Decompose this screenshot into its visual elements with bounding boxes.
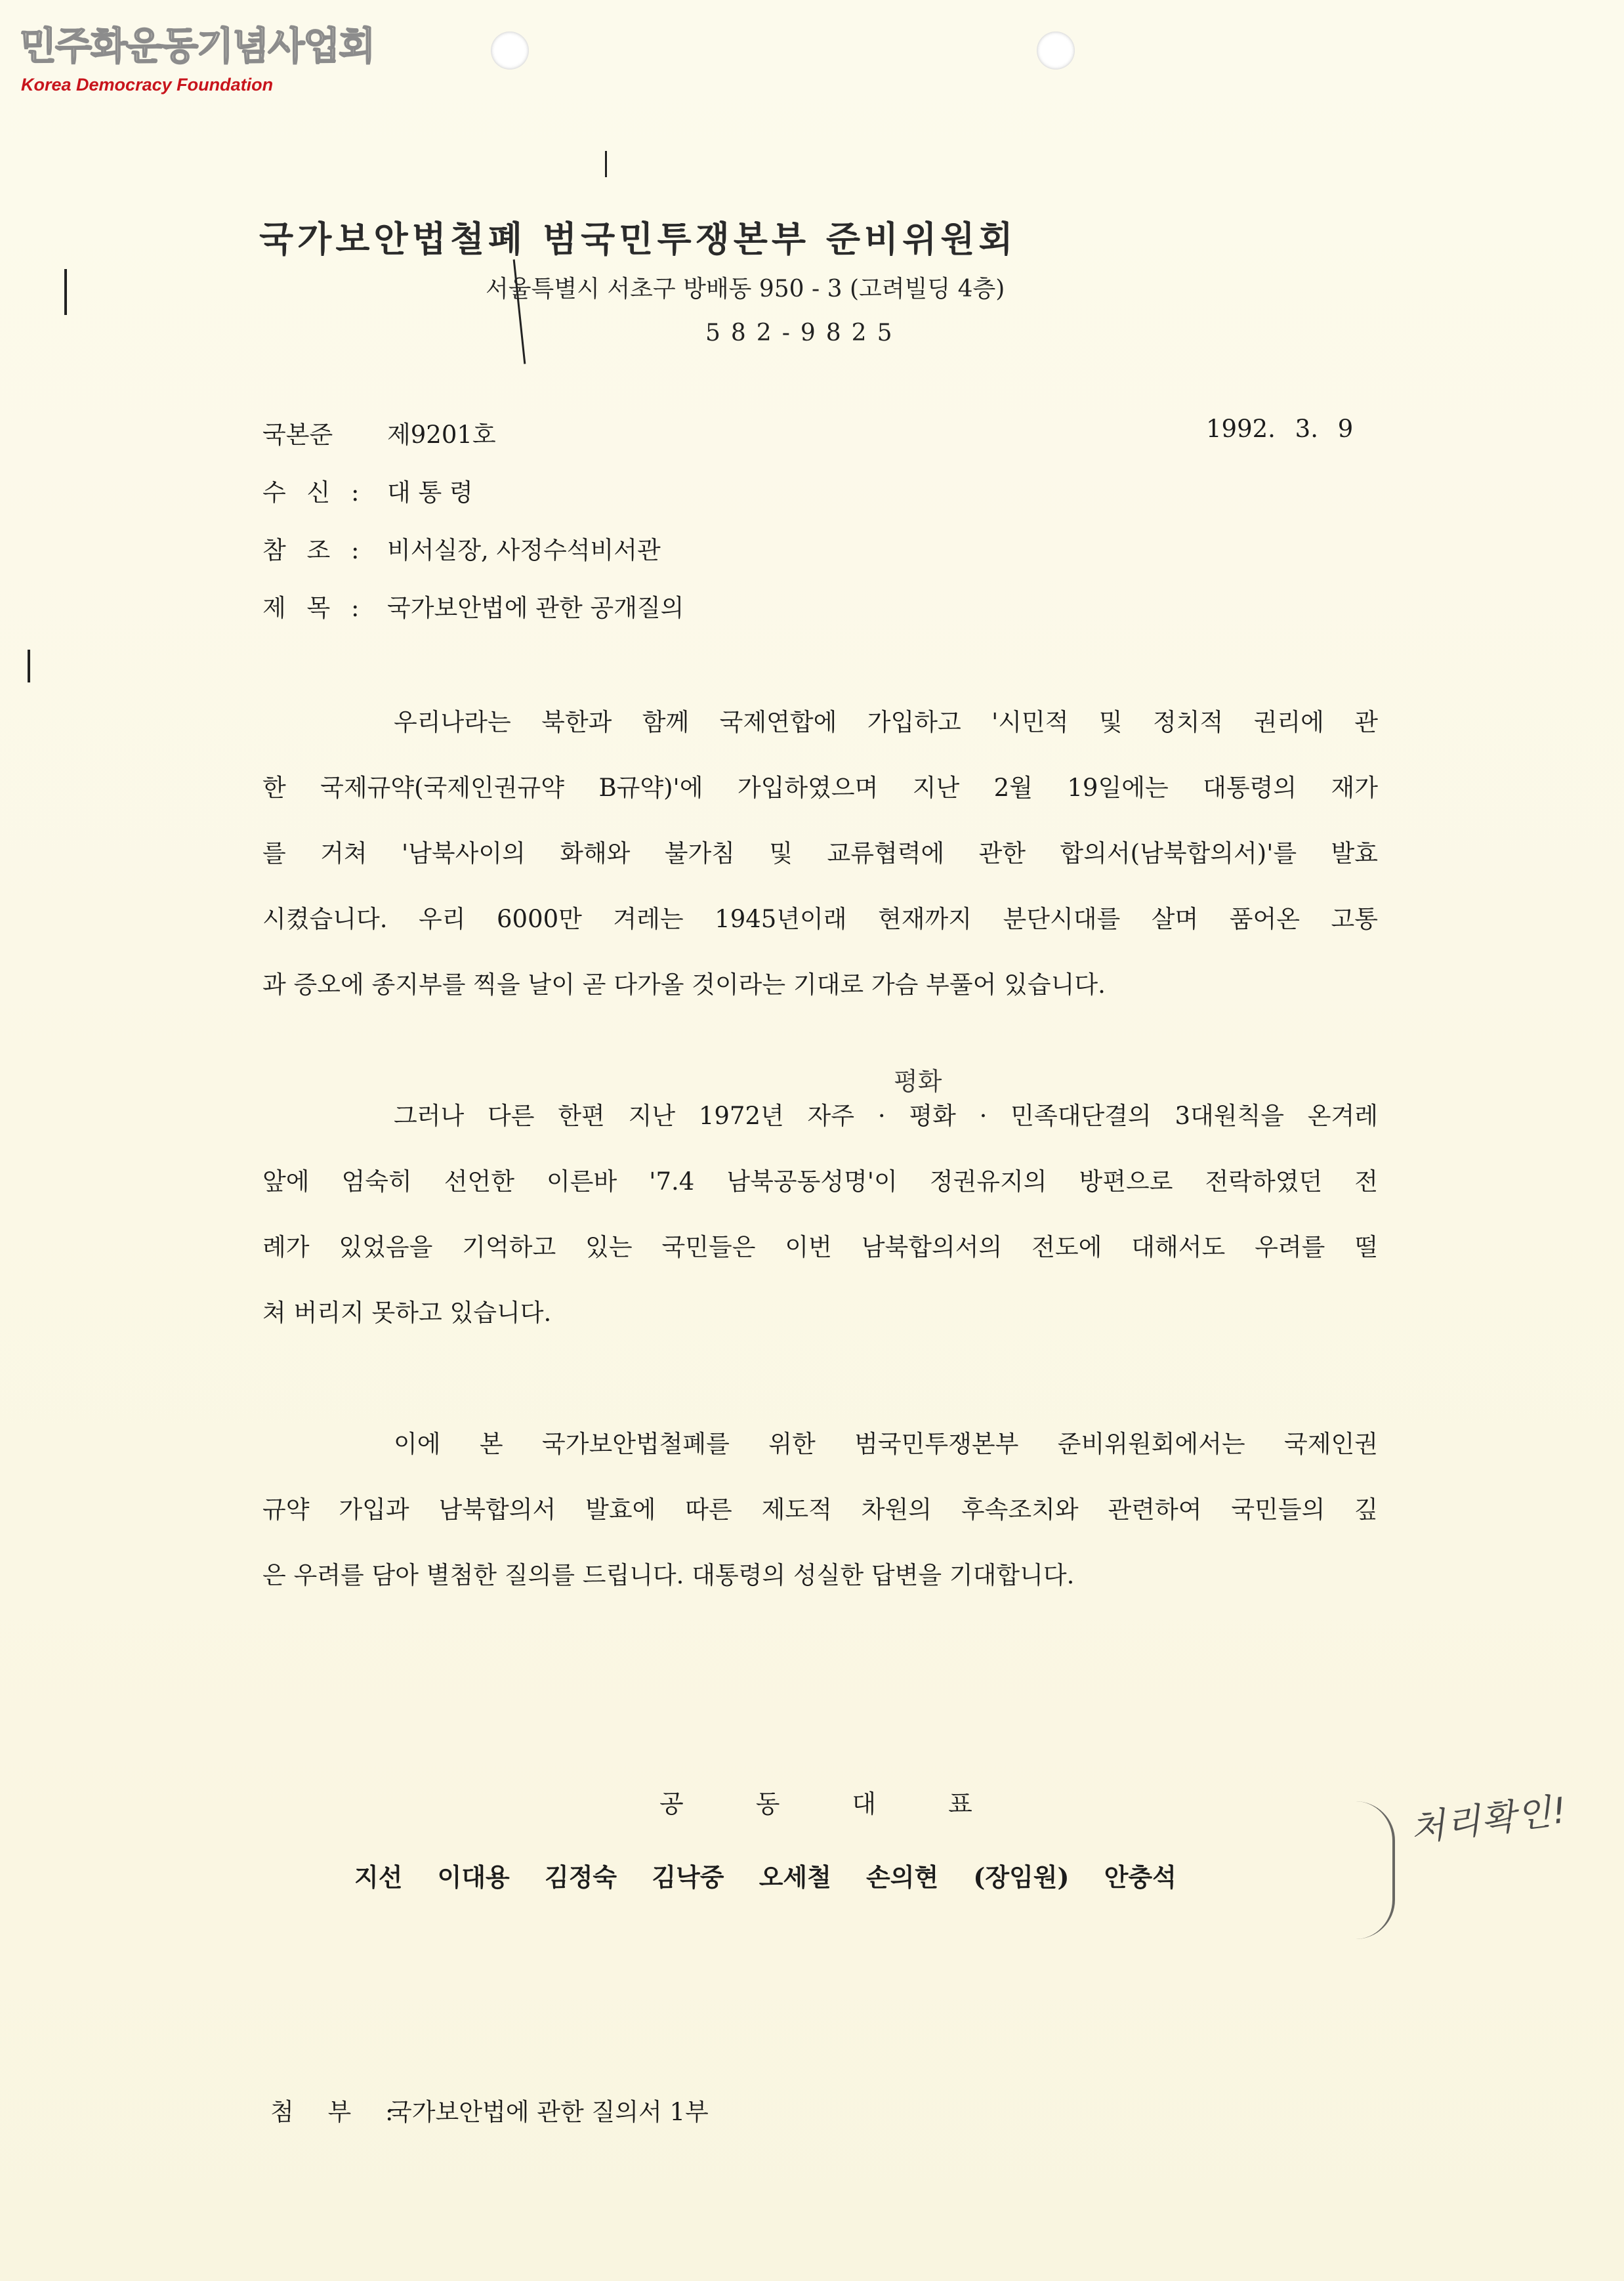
doc-number-value: 제9201호 [387, 421, 496, 449]
joint-representatives-names: 지선 이대용 김정숙 김낙중 오세철 손의현 (장임원) 안충석 [354, 1862, 1176, 1892]
paragraph-1-line: 한 국제규약(국제인권규약 B규약)'에 가입하였으며 지난 2월 19일에는 대통령의 재가 [262, 774, 1378, 802]
paragraph-1-line: 우리나라는 북한과 함께 국제연합에 가입하고 '시민적 및 정치적 권리에 관 [394, 708, 1378, 736]
handwritten-bracket [1353, 1801, 1395, 1939]
reference-value: 비서실장, 사정수석비서관 [387, 536, 661, 564]
paragraph-1-line: 시켰습니다. 우리 6000만 겨레는 1945년이래 현재까지 분단시대를 살며 품어온 고통 [262, 905, 1378, 933]
subject-label: 제 목 : [262, 594, 366, 622]
paragraph-2-line: 쳐 버리지 못하고 있습니다. [262, 1299, 552, 1327]
recipient-label: 수 신 : [262, 478, 366, 507]
attachment-label: 첨 부 : [270, 2098, 407, 2126]
handwritten-note: 처리확인! [1408, 1789, 1570, 1850]
document-date: 1992. 3. 9 [1206, 415, 1354, 443]
reference-row [262, 530, 661, 566]
recipient-value: 대 통 령 [387, 478, 473, 507]
foundation-logo-english: Korea Democracy Foundation [21, 75, 274, 94]
paragraph-2-line: 례가 있었음을 기억하고 있는 국민들은 이번 남북합의서의 전도에 대해서도 우려를 떨 [262, 1233, 1378, 1261]
paragraph-2-line: 그러나 다른 한편 지난 1972년 자주 · 평화 · 민족대단결의 3대원칙을 온겨레 [394, 1102, 1378, 1130]
doc-number [262, 415, 496, 450]
margin-mark [64, 269, 67, 315]
margin-mark [605, 151, 607, 177]
reference-label: 참 조 : [262, 536, 366, 564]
punch-hole-right [1037, 31, 1075, 70]
organization-title: 국가보안법철폐 범국민투쟁본부 준비위원회 [259, 219, 1017, 260]
margin-mark [28, 650, 30, 682]
attachment-text: 국가보안법에 관한 질의서 1부 [388, 2098, 709, 2126]
paragraph-1-line: 과 증오에 종지부를 찍을 날이 곧 다가올 것이라는 기대로 가슴 부풀어 있습니다. [262, 971, 1106, 999]
paragraph-2-line: 앞에 엄숙히 선언한 이른바 '7.4 남북공동성명'이 정권유지의 방편으로 전락하였던 전 [262, 1167, 1378, 1196]
recipient-row [262, 472, 473, 508]
organization-address: 서울특별시 서초구 방배동 950 - 3 (고려빌딩 4층) [486, 276, 1005, 303]
paragraph-3-line: 규약 가입과 남북합의서 발효에 따른 제도적 차원의 후속조치와 관련하여 국민들의 깊 [262, 1496, 1378, 1524]
subject-row [262, 588, 684, 623]
foundation-logo-korean: 민주화운동기념사업회 [20, 24, 375, 68]
joint-representatives-title: 공동대표 [659, 1789, 1045, 1818]
punch-hole-left [491, 31, 529, 70]
doc-number-label: 국본준 [262, 421, 333, 449]
paragraph-1-line: 를 거쳐 '남북사이의 화해와 불가침 및 교류협력에 관한 합의서(남북합의서)'를 발효 [262, 839, 1378, 868]
attachment-row [270, 2092, 709, 2127]
paragraph-3-line: 이에 본 국가보안법철폐를 위한 범국민투쟁본부 준비위원회에서는 국제인권 [394, 1430, 1378, 1458]
paragraph-3-line: 은 우려를 담아 별첨한 질의를 드립니다. 대통령의 성실한 답변을 기대합니다. [262, 1561, 1075, 1589]
subject-value: 국가보안법에 관한 공개질의 [387, 594, 684, 622]
handwritten-correction: 평화 [894, 1067, 942, 1096]
organization-phone: 582-9825 [705, 320, 903, 346]
